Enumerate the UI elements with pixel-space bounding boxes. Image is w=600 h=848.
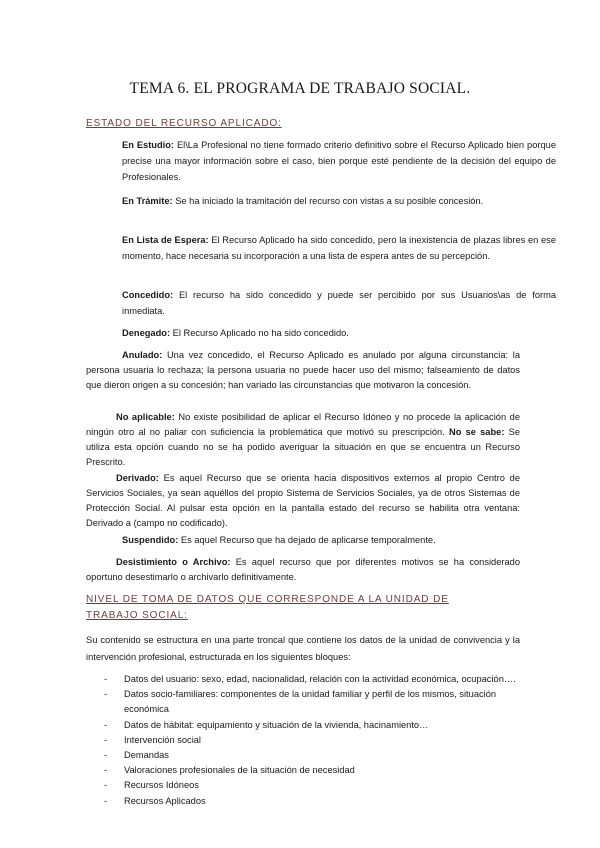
estado-term: Suspendido: [122,535,179,545]
estado-term: No se sabe: [449,427,505,437]
estado-term: En Lista de Espera: [122,235,209,245]
dash-bullet: - [104,765,108,776]
dash-bullet: - [104,795,108,806]
list-item-text: Datos de hábitat: equipamiento y situación de la vivienda, hacinamiento… [124,719,429,730]
estado-desc: Se ha iniciado la tramitación del recurso con vistas a su posible concesión. [172,196,484,206]
estado-term: En Trámite: [122,196,173,206]
dash-bullet: - [104,734,108,745]
estado-term: Desistimiento o Archivo: [116,557,231,567]
blocks-list [86,672,516,809]
list-item [86,687,516,717]
list-item [86,672,516,687]
list-item-text: Recursos Aplicados [124,795,206,806]
estado-desc: El Recurso Aplicado no ha sido concedido. [170,328,349,338]
estado-desc: Una vez concedido, el Recurso Aplicado es anulado por alguna circunstancia: la persona usuaria lo rechaza; la persona usuaria no puede hacer uso del mismo; falseamiento de datos que dieron origen a su concesión; han variado las circunstancias que motivaron la concesión. [86,350,520,390]
section-heading-estado: ESTADO DEL RECURSO APLICADO: [86,118,282,129]
estado-desc: Es aquel Recurso que se orienta hacia dispositivos externos al propio Centro de Servicios Sociales, ya sean aquéllos del propio Sistema de Servicios Sociales, ya de otros Sistemas de Protección Social. Al pulsar esta opción en la pantalla estado del recurso se habilita otra ventana: Derivado a (campo no codificado). [86,473,520,528]
dash-bullet: - [104,674,108,684]
list-item-text: Datos del usuario: sexo, edad, nacionalidad, relación con la actividad económica, ocupación…. [124,674,516,684]
estado-item-suspendido [86,533,556,548]
estado-term: Anulado: [122,350,163,360]
estado-term: Denegado: [122,328,171,338]
page-title: TEMA 6. EL PROGRAMA DE TRABAJO SOCIAL. [129,80,471,97]
estado-desc: Se utiliza esta opción cuando no se ha podido averiguar la situación en que se encuentra un Recurso Prescrito. [86,427,520,467]
estado-item-concedido [86,287,556,319]
list-item-text: Datos socio-familiares: componentes de la unidad familiar y perfil de los mismos, situación económica [124,689,497,715]
estado-item-en-estudio [86,137,556,185]
estado-item-anulado [86,348,520,393]
estado-term: Concedido: [122,290,174,300]
list-item [86,778,516,793]
estado-desc: El\La Profesional no tiene formado criterio definitivo sobre el Recurso Aplicado bien porque precise una mayor información sobre el caso, bien porque esté pendiente de la decisión del equipo de Profesionales. [122,140,556,182]
dash-bullet: - [104,750,108,761]
estado-item-desistimiento [86,555,520,585]
estado-desc: El Recurso Aplicado ha sido concedido, pero la inexistencia de plazas libres en ese momento, hace necesaria su incorporación a una lista de espera antes de su percepción. [122,235,556,261]
list-item [86,733,516,748]
estado-term: En Estudio: [122,140,175,150]
estado-item-denegado [86,326,556,341]
estado-desc: Es aquel recurso que por diferentes motivos se ha considerado oportuno desestimarlo o archivarlo definitivamente. [86,557,520,582]
dash-bullet: - [104,780,108,791]
estado-desc: No existe posibilidad de aplicar el Recurso Idóneo y no procede la aplicación de ningún otro al no paliar con suficiencia la problemática que motivó su prescripción. [86,412,520,437]
list-item [86,748,516,763]
estado-desc: El recurso ha sido concedido y puede ser percibido por sus Usuarios\as de forma inmediata. [122,290,556,316]
estado-item-en-tramite [86,193,556,209]
section2-intro: Su contenido se estructura en una parte troncal que contiene los datos de la unidad de convivencia y la intervención profesional, estructurada en los siguientes bloques: [86,635,520,662]
estado-item-derivado [86,471,520,531]
list-item [86,718,516,733]
estado-item-lista-espera [86,232,556,264]
section-heading-nivel-toma-datos: NIVEL DE TOMA DE DATOS QUE CORRESPONDE A LA UNIDAD DE TRABAJO SOCIAL: [86,594,449,621]
dash-bullet: - [104,719,108,730]
list-item-text: Demandas [124,750,169,761]
estado-item-no-aplicable [86,410,520,470]
estado-desc: Es aquel Recurso que ha dejado de aplicarse temporalmente. [178,535,436,545]
list-item-text: Valoraciones profesionales de la situación de necesidad [124,765,355,776]
dash-bullet: - [104,689,108,700]
estado-term: Derivado: [116,473,159,483]
list-item [86,794,516,809]
estado-term: No aplicable: [116,412,175,422]
list-item [86,763,516,778]
list-item-text: Recursos Idóneos [124,780,199,791]
list-item-text: Intervención social [124,734,201,745]
